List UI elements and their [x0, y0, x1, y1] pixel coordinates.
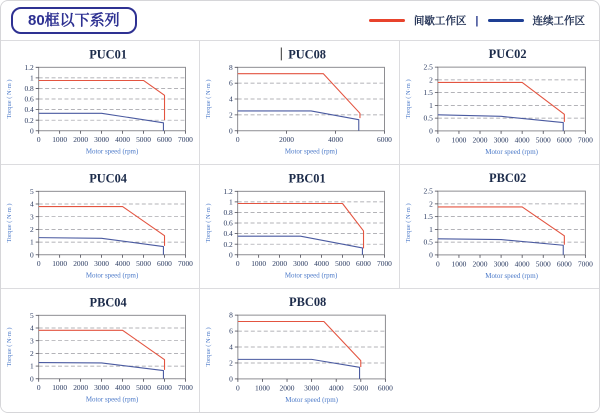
svg-text:1000: 1000	[451, 135, 467, 145]
chart-title: PBC08	[289, 295, 327, 310]
chart-cell-pbc01	[200, 165, 399, 289]
chart-title: PBC01	[288, 171, 326, 186]
series-title-badge: 80框以下系列	[11, 7, 137, 34]
chart-title: PUC01	[89, 47, 128, 62]
svg-text:3: 3	[30, 336, 34, 346]
svg-text:4000: 4000	[115, 135, 130, 145]
svg-text:5000: 5000	[136, 383, 151, 393]
charts-grid	[1, 40, 599, 413]
chart-cell-puc01	[1, 41, 200, 165]
svg-text:3000: 3000	[493, 135, 509, 145]
chart-canvas-puc08	[200, 41, 398, 165]
empty-cell	[400, 289, 599, 413]
svg-text:0: 0	[30, 126, 34, 136]
svg-text:1000: 1000	[255, 383, 271, 393]
gridlines	[238, 83, 385, 115]
svg-text:3000: 3000	[94, 259, 110, 269]
svg-text:1000: 1000	[52, 135, 68, 145]
svg-text:7000: 7000	[178, 383, 193, 393]
svg-text:0: 0	[30, 374, 34, 384]
svg-text:0.4: 0.4	[24, 105, 34, 115]
svg-text:0: 0	[236, 259, 240, 269]
tick-marks	[235, 315, 385, 382]
svg-text:6000: 6000	[378, 383, 394, 393]
svg-text:5000: 5000	[353, 383, 369, 393]
continuous-zone-curve	[438, 115, 563, 131]
y-tick-labels	[229, 311, 233, 384]
svg-text:6000: 6000	[157, 383, 172, 393]
y-axis-label: Torque ( N·m )	[205, 79, 213, 119]
svg-text:4000: 4000	[514, 135, 530, 145]
svg-text:1.2: 1.2	[24, 62, 34, 72]
continuous-zone-curve	[39, 238, 164, 255]
continuous-zone-curve	[39, 113, 164, 130]
svg-text:2000: 2000	[279, 383, 295, 393]
svg-text:0: 0	[435, 135, 440, 145]
svg-text:0: 0	[229, 250, 234, 260]
svg-text:2000: 2000	[73, 259, 89, 269]
chart-cell-puc04	[1, 165, 200, 289]
tick-marks	[235, 67, 385, 133]
svg-text:1: 1	[30, 73, 34, 83]
svg-text:1.5: 1.5	[423, 88, 433, 98]
svg-text:2000: 2000	[73, 135, 89, 145]
legend	[369, 13, 585, 28]
svg-text:5000: 5000	[136, 259, 151, 269]
continuous-zone-curve	[238, 111, 359, 131]
x-tick-labels	[436, 135, 593, 144]
y-axis-label: Torque ( N·m )	[404, 79, 412, 119]
intermittent-zone-curve	[39, 330, 165, 370]
svg-text:4: 4	[30, 199, 34, 209]
gridlines	[39, 204, 186, 242]
svg-text:7000: 7000	[577, 259, 593, 269]
svg-text:3: 3	[30, 212, 34, 222]
chart-title: PUC08	[288, 47, 327, 62]
svg-text:2.5: 2.5	[423, 186, 433, 196]
svg-text:3000: 3000	[94, 383, 110, 393]
svg-text:4000: 4000	[514, 259, 530, 269]
svg-text:3000: 3000	[94, 135, 110, 145]
svg-text:0: 0	[435, 259, 440, 269]
svg-text:0.4: 0.4	[223, 229, 234, 239]
svg-text:1000: 1000	[52, 259, 68, 269]
svg-text:6000: 6000	[356, 259, 372, 269]
svg-text:1000: 1000	[451, 259, 467, 269]
continuous-zone-curve	[438, 239, 563, 255]
chart-cell-puc08	[200, 41, 399, 165]
svg-text:0: 0	[428, 126, 433, 136]
svg-text:2000: 2000	[472, 259, 488, 269]
svg-text:4: 4	[30, 323, 34, 333]
svg-text:1: 1	[30, 361, 34, 371]
chart-cell-pbc02	[400, 165, 599, 289]
svg-text:0: 0	[36, 383, 41, 393]
x-axis-label: Motor speed (rpm)	[285, 271, 338, 280]
svg-text:8: 8	[229, 62, 234, 72]
y-tick-labels	[30, 311, 34, 383]
svg-text:2000: 2000	[272, 259, 288, 269]
intermittent-zone-curve	[238, 321, 361, 366]
svg-text:2: 2	[229, 110, 234, 120]
svg-text:4: 4	[229, 94, 234, 104]
svg-text:0: 0	[236, 135, 240, 145]
chart-canvas-pbc01	[200, 165, 398, 289]
svg-text:1.2: 1.2	[223, 186, 234, 196]
svg-text:5: 5	[30, 186, 34, 196]
svg-text:2: 2	[30, 348, 34, 358]
svg-text:1: 1	[229, 197, 234, 207]
svg-text:3000: 3000	[493, 259, 509, 269]
svg-text:2: 2	[428, 75, 433, 85]
svg-text:5000: 5000	[535, 259, 551, 269]
svg-text:4000: 4000	[328, 135, 344, 145]
svg-text:2: 2	[229, 358, 234, 368]
svg-text:1000: 1000	[52, 383, 68, 393]
chart-canvas-pbc04	[1, 289, 199, 413]
y-axis-label: Torque ( N·m )	[5, 327, 13, 367]
svg-text:0: 0	[36, 135, 41, 145]
svg-text:1000: 1000	[251, 259, 267, 269]
intermittent-zone-curve	[39, 80, 165, 120]
svg-text:7000: 7000	[178, 135, 193, 145]
chart-canvas-puc02	[400, 41, 599, 165]
svg-text:0: 0	[229, 374, 234, 384]
x-axis-label: Motor speed (rpm)	[85, 147, 139, 156]
svg-text:6000: 6000	[556, 135, 572, 145]
svg-text:2000: 2000	[73, 383, 89, 393]
svg-text:7000: 7000	[377, 259, 393, 269]
svg-text:0: 0	[30, 250, 34, 260]
y-axis-label: Torque ( N·m )	[205, 203, 213, 243]
y-tick-labels	[30, 187, 34, 259]
svg-text:4: 4	[229, 342, 234, 352]
svg-text:0.5: 0.5	[423, 237, 433, 247]
y-tick-labels	[229, 63, 233, 135]
gridlines	[438, 204, 586, 242]
y-tick-labels	[423, 63, 433, 136]
x-axis-label: Motor speed (rpm)	[484, 147, 538, 156]
plot-border	[39, 191, 186, 254]
chart-cell-pbc04	[1, 289, 200, 413]
svg-text:4000: 4000	[314, 259, 330, 269]
svg-text:0: 0	[236, 383, 241, 393]
svg-text:0.6: 0.6	[223, 218, 234, 228]
plot-border	[438, 67, 586, 131]
y-axis-label: Torque ( N·m )	[205, 327, 213, 367]
chart-canvas-puc04	[1, 165, 199, 289]
svg-text:3000: 3000	[293, 259, 309, 269]
x-axis-label: Motor speed (rpm)	[85, 271, 139, 280]
svg-text:7000: 7000	[178, 259, 193, 269]
svg-text:2000: 2000	[279, 135, 295, 145]
svg-text:3000: 3000	[304, 383, 320, 393]
svg-text:5: 5	[30, 310, 34, 320]
chart-cell-puc02	[400, 41, 599, 165]
chart-title: PUC02	[488, 47, 527, 62]
svg-text:0.8: 0.8	[223, 208, 234, 218]
svg-text:6000: 6000	[157, 259, 172, 269]
chart-cell-pbc08	[200, 289, 399, 413]
y-axis-label: Torque ( N·m )	[5, 203, 13, 243]
x-tick-labels	[37, 383, 193, 392]
y-tick-labels	[24, 63, 34, 135]
x-axis-label: Motor speed (rpm)	[285, 395, 339, 404]
x-tick-labels	[236, 383, 393, 392]
svg-text:4000: 4000	[115, 259, 130, 269]
svg-text:0: 0	[36, 259, 41, 269]
chart-title: PBC04	[89, 295, 127, 310]
svg-text:1.5: 1.5	[423, 212, 433, 222]
y-axis-label: Torque ( N·m )	[404, 203, 412, 243]
svg-text:0: 0	[229, 126, 234, 136]
svg-text:5000: 5000	[335, 259, 351, 269]
svg-text:1: 1	[428, 224, 433, 234]
svg-text:0.2: 0.2	[223, 239, 234, 249]
gridlines	[438, 80, 586, 118]
svg-text:0.5: 0.5	[423, 113, 433, 123]
chart-canvas-puc01	[1, 41, 199, 165]
svg-text:2: 2	[428, 199, 433, 209]
continuous-zone-curve	[39, 363, 164, 379]
svg-text:1: 1	[30, 237, 34, 247]
chart-canvas-pbc08	[200, 289, 399, 413]
svg-text:6: 6	[229, 326, 234, 336]
svg-text:2.5: 2.5	[423, 62, 433, 72]
chart-canvas-pbc02	[400, 165, 599, 289]
svg-text:6000: 6000	[157, 135, 172, 145]
svg-text:6000: 6000	[377, 135, 393, 145]
svg-text:7000: 7000	[577, 135, 593, 145]
svg-text:4000: 4000	[329, 383, 345, 393]
x-tick-labels	[436, 259, 593, 268]
svg-text:0.8: 0.8	[24, 84, 34, 94]
svg-text:0.6: 0.6	[24, 94, 34, 104]
plot-border	[39, 315, 186, 378]
legend-separator: |	[475, 14, 479, 27]
continuous-zone-curve	[238, 236, 363, 255]
svg-text:5000: 5000	[535, 135, 551, 145]
svg-text:6000: 6000	[556, 259, 572, 269]
svg-text:0.2: 0.2	[24, 115, 34, 125]
svg-text:6: 6	[229, 78, 234, 88]
intermittent-zone-curve	[238, 203, 364, 248]
y-axis-label: Torque ( N·m )	[5, 79, 13, 119]
continuous-zone-label: 连续工作区	[532, 15, 585, 27]
intermittent-zone-label: 间歇工作区	[413, 15, 467, 27]
intermittent-zone-curve	[39, 207, 165, 246]
svg-text:4000: 4000	[115, 383, 130, 393]
svg-text:8: 8	[229, 310, 234, 320]
continuous-zone-swatch	[488, 19, 524, 22]
svg-text:2000: 2000	[472, 135, 488, 145]
chart-title: PBC02	[488, 171, 526, 186]
x-tick-labels	[37, 259, 193, 268]
gridlines	[39, 328, 186, 366]
header-bar	[1, 1, 599, 40]
svg-text:5000: 5000	[136, 135, 151, 145]
x-tick-labels	[37, 135, 193, 144]
chart-title: PUC04	[89, 171, 128, 186]
continuous-zone-curve	[238, 359, 360, 379]
svg-text:0: 0	[428, 250, 433, 260]
x-axis-label: Motor speed (rpm)	[285, 147, 338, 156]
x-tick-labels	[236, 259, 392, 268]
svg-text:1: 1	[428, 100, 433, 110]
y-tick-labels	[224, 187, 234, 259]
intermittent-zone-swatch	[369, 19, 405, 22]
gridlines	[238, 331, 386, 363]
x-axis-label: Motor speed (rpm)	[484, 271, 538, 280]
y-tick-labels	[423, 187, 433, 260]
x-axis-label: Motor speed (rpm)	[85, 395, 139, 404]
x-tick-labels	[236, 135, 392, 144]
svg-text:2: 2	[30, 224, 34, 234]
